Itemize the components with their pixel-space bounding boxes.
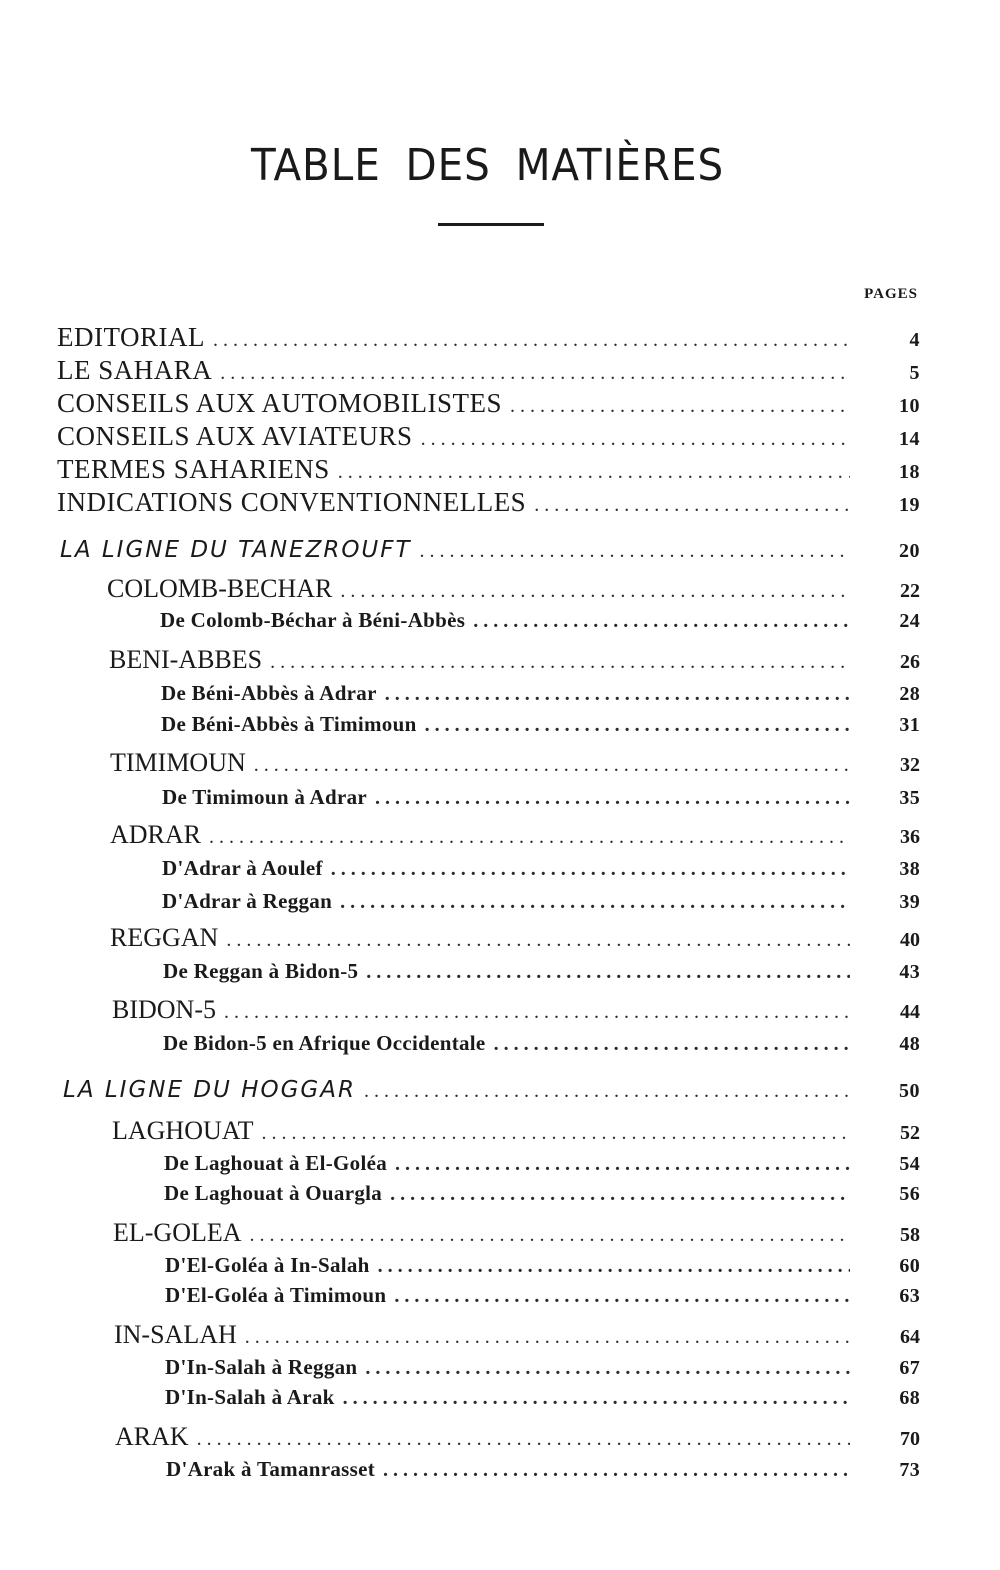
leader-dots [395, 1153, 850, 1176]
toc-entry-page: 64 [900, 1326, 920, 1348]
toc-entry-page: 5 [909, 362, 920, 384]
toc-entry-page: 38 [899, 858, 920, 880]
toc-entry-page: 67 [899, 1357, 920, 1379]
toc-entry-label: EDITORIAL [57, 322, 205, 352]
leader-dots [224, 1001, 850, 1024]
toc-entry-page: 14 [899, 428, 920, 450]
toc-entry-label: De Laghouat à El-Goléa [164, 1151, 388, 1175]
toc-entry-label: D'El-Goléa à Timimoun [165, 1283, 387, 1307]
leader-dots [245, 1326, 850, 1349]
toc-entry-page: 54 [899, 1153, 920, 1175]
toc-entry-page: 36 [900, 826, 920, 848]
toc-entry-arak[interactable] [115, 1422, 920, 1452]
toc-entry-bidon5-afrique[interactable] [163, 1031, 920, 1056]
toc-entry-termes-sahariens[interactable] [57, 454, 920, 485]
leader-dots [197, 1428, 850, 1451]
toc-entry-label: De Reggan à Bidon-5 [163, 959, 359, 983]
toc-entry-conseils-automobilistes[interactable] [57, 388, 920, 419]
leader-dots [494, 1033, 850, 1056]
leader-dots [473, 610, 850, 633]
leader-dots [375, 787, 850, 810]
toc-entry-conseils-aviateurs[interactable] [57, 421, 920, 452]
toc-entry-page: 44 [900, 1001, 920, 1023]
leader-dots [365, 1357, 850, 1380]
toc-entry-page: 10 [899, 395, 920, 417]
leader-dots [331, 858, 850, 881]
toc-entry-label: LAGHOUAT [112, 1116, 254, 1145]
toc-entry-label: COLOMB-BECHAR [107, 574, 333, 603]
toc-entry-label: INDICATIONS CONVENTIONNELLES [57, 487, 527, 517]
toc-entry-label: LA LIGNE DU TANEZROUFT [60, 537, 412, 563]
toc-entry-page: 4 [909, 329, 920, 351]
toc-entry-beni-abbes[interactable] [109, 645, 920, 675]
title-underline [438, 223, 544, 226]
toc-entry-el-golea-timimoun[interactable] [165, 1283, 920, 1308]
leader-dots [226, 929, 850, 952]
toc-entry-page: 60 [899, 1255, 920, 1277]
toc-entry-label: D'In-Salah à Arak [165, 1385, 335, 1409]
page-title: TABLE DES MATIÈRES [250, 140, 725, 191]
toc-entry-editorial[interactable] [57, 322, 920, 353]
toc-entry-page: 24 [899, 610, 920, 632]
toc-entry-label: D'El-Goléa à In-Salah [165, 1253, 370, 1277]
leader-dots [254, 754, 850, 777]
toc-entry-page: 70 [900, 1428, 920, 1450]
toc-entry-label: BENI-ABBES [109, 645, 263, 674]
leader-dots [343, 1387, 850, 1410]
toc-entry-page: 22 [900, 580, 920, 602]
leader-dots [364, 1080, 850, 1103]
toc-entry-page: 56 [899, 1183, 920, 1205]
toc-entry-label: LA LIGNE DU HOGGAR [63, 1077, 356, 1103]
toc-entry-reggan[interactable] [110, 923, 920, 953]
leader-dots [394, 1285, 850, 1308]
leader-dots [340, 891, 850, 914]
toc-entry-label: De Colomb-Béchar à Béni-Abbès [160, 608, 466, 632]
leader-dots [338, 461, 850, 484]
toc-entry-label: De Laghouat à Ouargla [164, 1181, 383, 1205]
toc-entry-page: 18 [899, 461, 920, 483]
toc-entry-page: 19 [899, 494, 920, 516]
toc-entry-laghouat[interactable] [112, 1116, 920, 1146]
leader-dots [250, 1224, 850, 1247]
toc-entry-label: De Bidon-5 en Afrique Occidentale [163, 1031, 486, 1055]
toc-entry-page: 73 [899, 1459, 920, 1481]
leader-dots [390, 1183, 850, 1206]
toc-entry-label: BIDON-5 [112, 995, 216, 1024]
toc-entry-in-salah-reggan[interactable] [165, 1355, 920, 1380]
leader-dots [385, 683, 850, 706]
toc-entry-label: De Timimoun à Adrar [162, 785, 368, 809]
leader-dots [209, 826, 850, 849]
toc-entry-beni-abbes-timimoun[interactable] [161, 712, 920, 737]
toc-entry-colomb-bechar-beni-abbes[interactable] [160, 608, 920, 633]
leader-dots [366, 961, 850, 984]
leader-dots [421, 428, 850, 451]
toc-entry-label: ADRAR [110, 820, 202, 849]
toc-entry-page: 20 [899, 540, 920, 562]
toc-entry-label: CONSEILS AUX AVIATEURS [57, 421, 413, 451]
leader-dots [534, 494, 850, 517]
toc-entry-label: D'In-Salah à Reggan [165, 1355, 358, 1379]
toc-entry-page: 39 [899, 891, 920, 913]
leader-dots [510, 395, 850, 418]
toc-entry-label: D'Adrar à Aoulef [162, 856, 323, 880]
toc-entry-page: 50 [899, 1080, 920, 1102]
toc-entry-label: De Béni-Abbès à Adrar [161, 681, 377, 705]
leader-dots [262, 1122, 850, 1145]
leader-dots [420, 540, 850, 563]
toc-entry-label: IN-SALAH [114, 1320, 237, 1349]
toc-entry-page: 52 [900, 1122, 920, 1144]
toc-entry-page: 32 [900, 754, 920, 776]
toc-entry-label: D'Adrar à Reggan [162, 889, 333, 913]
toc-entry-colomb-bechar[interactable] [107, 574, 920, 604]
toc-entry-page: 43 [899, 961, 920, 983]
toc-entry-page: 40 [900, 929, 920, 951]
toc-entry-page: 48 [899, 1033, 920, 1055]
toc-entry-timimoun[interactable] [110, 748, 920, 778]
leader-dots [270, 651, 850, 674]
toc-entry-label: LE SAHARA [57, 355, 213, 385]
toc-entry-adrar-reggan[interactable] [162, 889, 920, 914]
toc-entry-label: REGGAN [110, 923, 219, 952]
toc-entry-arak-tamanrasset[interactable] [166, 1457, 920, 1482]
toc-entry-page: 35 [899, 787, 920, 809]
toc-entry-le-sahara[interactable] [57, 355, 920, 386]
toc-entry-timimoun-adrar[interactable] [162, 785, 920, 810]
toc-entry-page: 31 [899, 714, 920, 736]
toc-entry-bidon5[interactable] [112, 995, 920, 1025]
toc-entry-label: De Béni-Abbès à Timimoun [161, 712, 417, 736]
toc-entry-page: 28 [899, 683, 920, 705]
leader-dots [340, 580, 850, 603]
toc-entry-reggan-bidon5[interactable] [163, 959, 920, 984]
toc-entry-page: 26 [900, 651, 920, 673]
toc-entry-laghouat-ouargla[interactable] [164, 1181, 920, 1206]
toc-entry-page: 63 [899, 1285, 920, 1307]
toc-entry-label: TERMES SAHARIENS [57, 454, 330, 484]
toc-entry-beni-abbes-adrar[interactable] [161, 681, 920, 706]
pages-column-header: PAGES [864, 286, 918, 302]
toc-entry-label: EL-GOLEA [113, 1218, 242, 1247]
toc-entry-in-salah-arak[interactable] [165, 1385, 920, 1410]
leader-dots [378, 1255, 850, 1278]
toc-entry-el-golea-in-salah[interactable] [165, 1253, 920, 1278]
toc-entry-label: TIMIMOUN [110, 748, 246, 777]
toc-entry-adrar[interactable] [110, 820, 920, 850]
toc-section-tanezrouft[interactable] [60, 537, 920, 563]
toc-entry-page: 68 [899, 1387, 920, 1409]
leader-dots [383, 1459, 850, 1482]
leader-dots [220, 362, 850, 385]
toc-section-hoggar[interactable] [63, 1077, 920, 1103]
toc-entry-label: CONSEILS AUX AUTOMOBILISTES [57, 388, 503, 418]
toc-entry-in-salah[interactable] [114, 1320, 920, 1350]
toc-entry-page: 58 [900, 1224, 920, 1246]
toc-entry-label: D'Arak à Tamanrasset [166, 1457, 376, 1481]
toc-entry-label: ARAK [115, 1422, 189, 1451]
toc-entry-adrar-aoulef[interactable] [162, 856, 920, 881]
toc-entry-el-golea[interactable] [113, 1218, 920, 1248]
toc-entry-indications-conventionnelles[interactable] [57, 487, 920, 518]
toc-entry-laghouat-el-golea[interactable] [164, 1151, 920, 1176]
leader-dots [213, 329, 850, 352]
leader-dots [425, 714, 850, 737]
